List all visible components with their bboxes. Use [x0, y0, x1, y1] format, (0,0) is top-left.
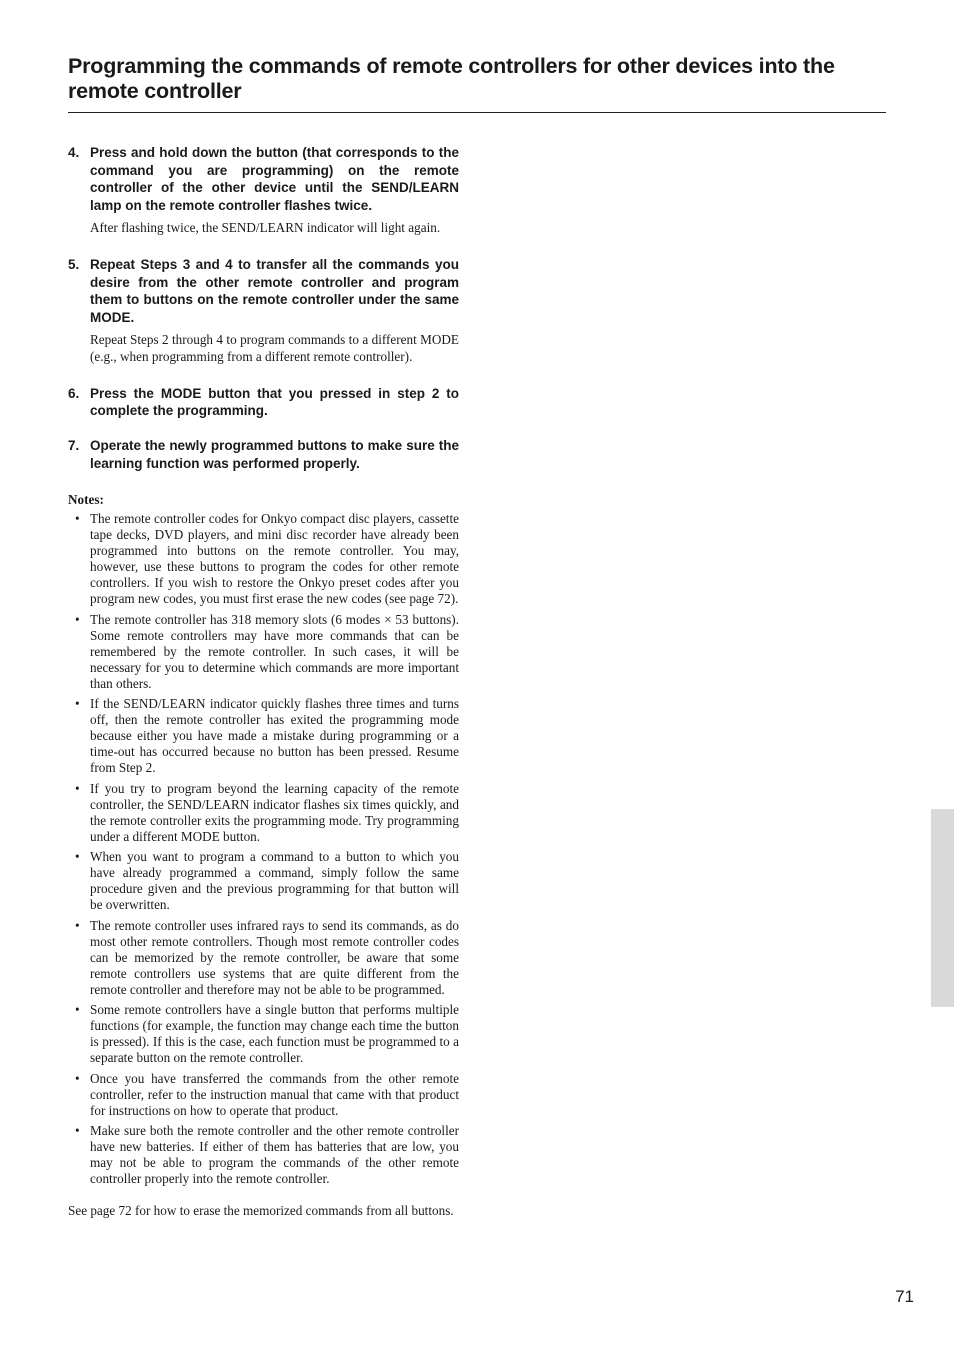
bullet: • [75, 917, 80, 933]
notes-list [68, 511, 459, 1187]
list-item [68, 849, 459, 913]
notes-title: Notes: [68, 492, 104, 508]
bullet: • [75, 1002, 80, 1018]
bullet: • [75, 780, 80, 796]
list-item [68, 1123, 459, 1187]
step-body: Repeat Steps 2 through 4 to program commands to a different MODE (e.g., when programming from a different remote controller). [90, 331, 459, 364]
bullet: • [75, 511, 80, 527]
list-item [68, 781, 459, 845]
section-tab [931, 809, 954, 1007]
bullet: • [75, 1070, 80, 1086]
note-text: Make sure both the remote controller and the other remote controller have new batteries. If either of them has batteries that are low, you may not be able to program the commands of the other remote controller properly into the remote controller. [90, 1123, 459, 1187]
step-6 [68, 385, 459, 420]
list-item [68, 1002, 459, 1066]
note-text: The remote controller codes for Onkyo compact disc players, cassette tape decks, DVD players, and mini disc recorder have already been programmed into buttons on the remote controller. You may, however, use these buttons to program the codes for other remote controllers. If you wish to restore the Onkyo preset codes after you program new codes, you must first erase the new codes (see page 72). [90, 511, 459, 607]
note-text: Once you have transferred the commands from the other remote controller, refer to the instruction manual that came with that product for instructions on how to operate that product. [90, 1070, 459, 1118]
page-number: 71 [895, 1287, 914, 1306]
step-heading: Repeat Steps 3 and 4 to transfer all the commands you desire from the other remote controller and program them to buttons on the remote controller under the same MODE. [90, 256, 459, 325]
step-number: 7. [68, 438, 80, 454]
list-item [68, 1071, 459, 1119]
note-text: When you want to program a command to a button to which you have already programmed a command, simply follow the same procedure given and the previous programming for that button will be overwritten. [90, 849, 459, 913]
note-text: Some remote controllers have a single button that performs multiple functions (for example, the function may change each time the button is pressed). If this is the case, each function must be programmed to a separate button on the remote controller. [90, 1002, 459, 1066]
step-number: 4. [68, 145, 80, 160]
notes-section [68, 491, 459, 1187]
bullet: • [75, 1123, 80, 1139]
title-divider [68, 112, 886, 113]
step-number: 6. [68, 385, 80, 401]
step-body: After flashing twice, the SEND/LEARN indicator will light again. [90, 219, 441, 235]
bullet: • [75, 696, 80, 712]
main-column [68, 144, 459, 1219]
page-title: Programming the commands of remote controllers for other devices into the remote controller [68, 54, 835, 103]
step-heading: Operate the newly programmed buttons to make sure the learning function was performed properly. [90, 438, 459, 471]
step-number: 5. [68, 256, 80, 272]
list-item [68, 511, 459, 607]
step-heading: Press the MODE button that you pressed in step 2 to complete the programming. [90, 385, 459, 419]
erase-reference-text: See page 72 for how to erase the memorized commands from all buttons. [68, 1203, 454, 1219]
note-text: The remote controller has 318 memory slots (6 modes × 53 buttons). Some remote controllers may have more commands that can be remembered by the remote controller. In such cases, it will be necessary for you to determine which commands are more important than others. [90, 611, 459, 691]
note-text: The remote controller uses infrared rays to send its commands, as do most other remote controllers. Though most remote controller codes can be memorized by the remote controller, be aware that some remote controllers use systems that are quite different from the remote controller and therefore may not be able to be programmed. [90, 917, 459, 997]
bullet: • [75, 611, 80, 627]
list-item [68, 918, 459, 998]
note-text: If the SEND/LEARN indicator quickly flashes three times and turns off, then the remote controller has exited the programming mode because either you have made a mistake during programming or a time-out has occurred because no button has been pressed. Resume from Step 2. [90, 696, 459, 776]
list-item [68, 612, 459, 692]
step-7 [68, 437, 459, 472]
list-item [68, 696, 459, 776]
step-5 [68, 256, 459, 365]
step-4 [68, 144, 459, 236]
bullet: • [75, 849, 80, 865]
note-text: If you try to program beyond the learning capacity of the remote controller, the SEND/LEARN indicator flashes six times quickly, and the remote controller exits the programming mode. Try programming under a different MODE button. [90, 780, 459, 844]
step-heading: Press and hold down the button (that corresponds to the command you are programming) on the remote controller of the other device until the SEND/LEARN lamp on the remote controller flashes twice. [90, 145, 459, 214]
